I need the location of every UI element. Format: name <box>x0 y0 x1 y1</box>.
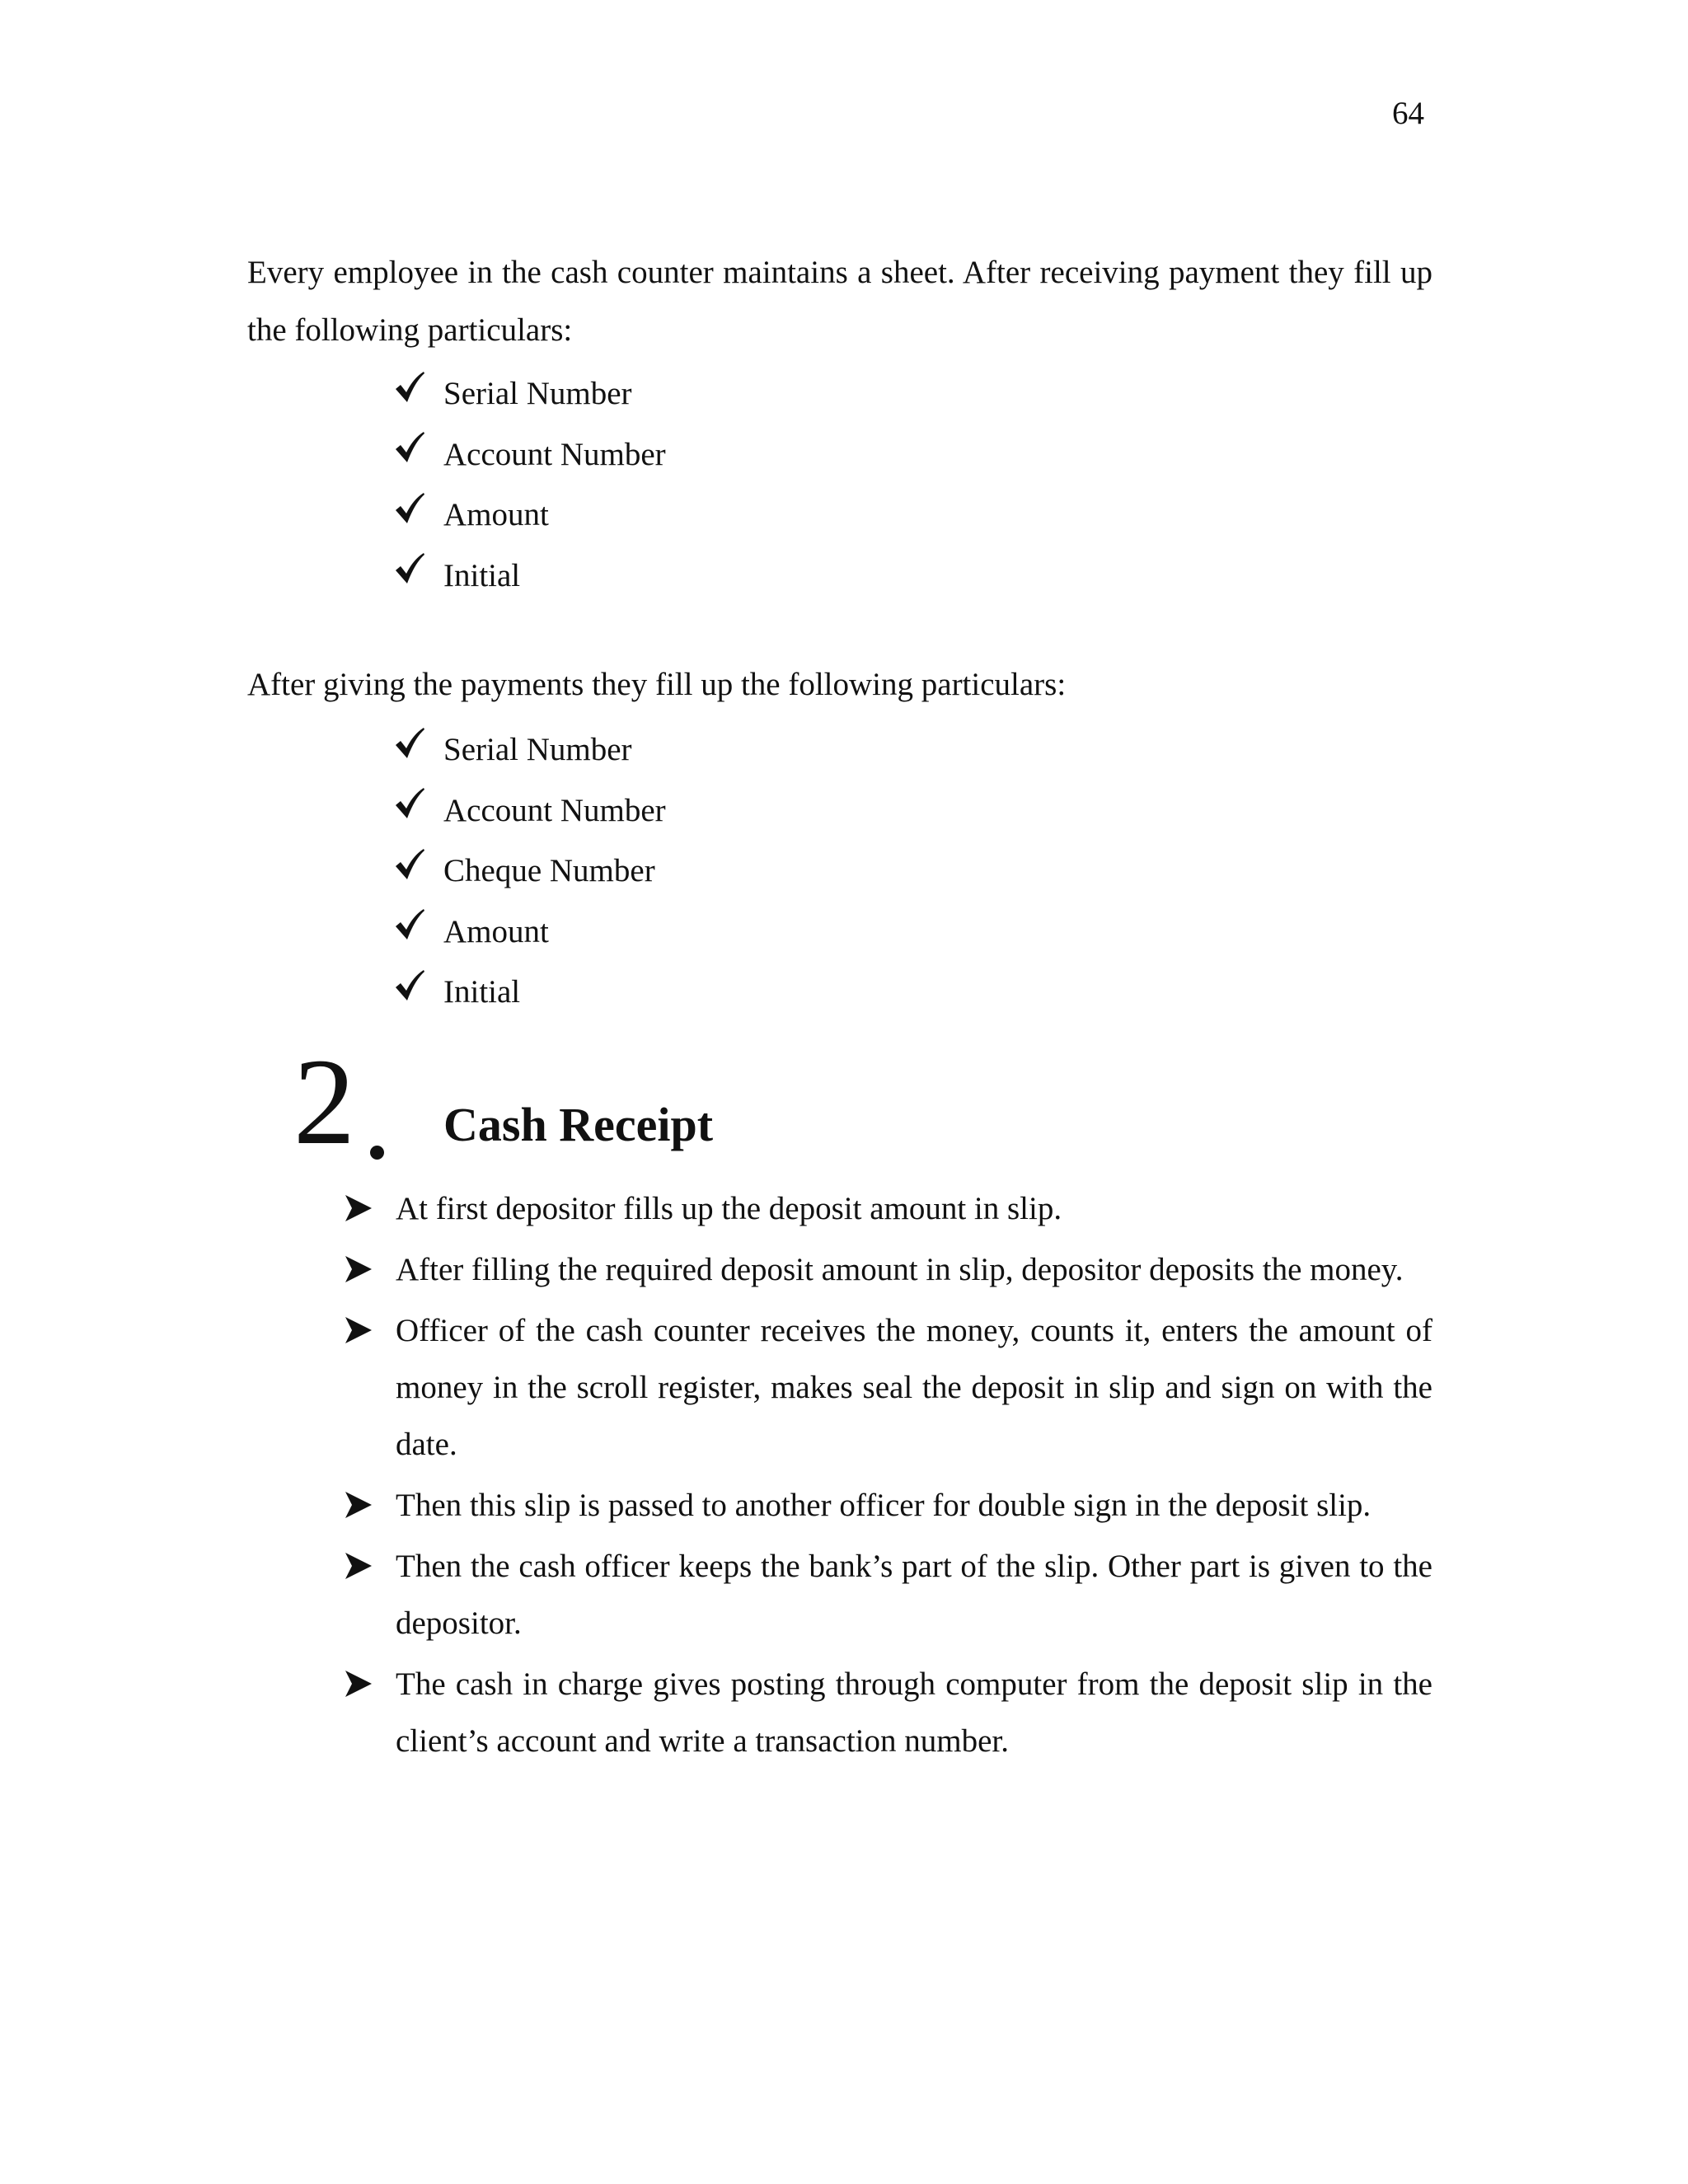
check-mark-icon <box>394 371 425 404</box>
list-item-label: After filling the required deposit amount in slip, depositor deposits the money. <box>396 1252 1404 1287</box>
section-title: Cash Receipt <box>443 1098 714 1151</box>
arrowhead-bullet-icon <box>345 1552 373 1580</box>
arrowhead-bullet-icon <box>345 1316 373 1344</box>
section-number-dot <box>370 1146 384 1160</box>
list-item <box>394 424 666 485</box>
list-item-label: Account Number <box>443 792 666 828</box>
list-item-label: Then this slip is passed to another officer for double sign in the deposit slip. <box>396 1488 1372 1523</box>
list-item <box>394 902 666 963</box>
cash-receipt-steps-list <box>345 1180 1432 1774</box>
check-mark-icon <box>394 727 425 760</box>
list-item <box>394 485 666 546</box>
list-item-label: Then the cash officer keeps the bank’s part of the slip. Other part is given to the depositor. <box>396 1549 1432 1641</box>
list-item <box>345 1477 1432 1534</box>
check-mark-icon <box>394 908 425 941</box>
list-item-label: Cheque Number <box>443 853 655 889</box>
list-item <box>394 546 666 607</box>
intro-paragraph: Every employee in the cash counter maintains a sheet. After receiving payment they fill up the following particulars: <box>247 255 1432 348</box>
list-item-label: Serial Number <box>443 376 632 412</box>
list-item <box>394 962 666 1023</box>
list-item-label: Account Number <box>443 436 666 472</box>
page-number: 64 <box>1392 96 1424 131</box>
list-item-label: Initial <box>443 974 521 1010</box>
list-item-label: Amount <box>443 497 549 533</box>
list-item <box>345 1302 1432 1473</box>
received-particulars-list <box>394 363 666 606</box>
payment-particulars-list <box>394 719 666 1023</box>
list-item <box>345 1180 1432 1237</box>
list-item <box>345 1656 1432 1769</box>
payments-paragraph: After giving the payments they fill up the following particulars: <box>247 667 1067 702</box>
list-item-label: Amount <box>443 913 549 949</box>
check-mark-icon <box>394 492 425 525</box>
check-mark-icon <box>394 787 425 820</box>
check-mark-icon <box>394 431 425 464</box>
list-item-label: The cash in charge gives posting through computer from the deposit slip in the client’s account and write a transaction number. <box>396 1666 1432 1759</box>
list-item <box>345 1538 1432 1652</box>
list-item <box>345 1241 1432 1298</box>
list-item-label: Serial Number <box>443 732 632 768</box>
arrowhead-bullet-icon <box>345 1255 373 1283</box>
list-item <box>394 841 666 902</box>
check-mark-icon <box>394 848 425 881</box>
arrowhead-bullet-icon <box>345 1670 373 1698</box>
arrowhead-bullet-icon <box>345 1194 373 1222</box>
check-mark-icon <box>394 969 425 1002</box>
list-item <box>394 363 666 424</box>
section-number: 2 <box>293 1033 355 1170</box>
list-item <box>394 780 666 841</box>
arrowhead-bullet-icon <box>345 1491 373 1519</box>
list-item-label: At first depositor fills up the deposit amount in slip. <box>396 1191 1062 1226</box>
list-item-label: Officer of the cash counter receives the money, counts it, enters the amount of money in the scroll register, makes seal the deposit in slip and sign on with the date. <box>396 1313 1432 1462</box>
list-item-label: Initial <box>443 557 521 593</box>
list-item <box>394 719 666 780</box>
check-mark-icon <box>394 552 425 585</box>
